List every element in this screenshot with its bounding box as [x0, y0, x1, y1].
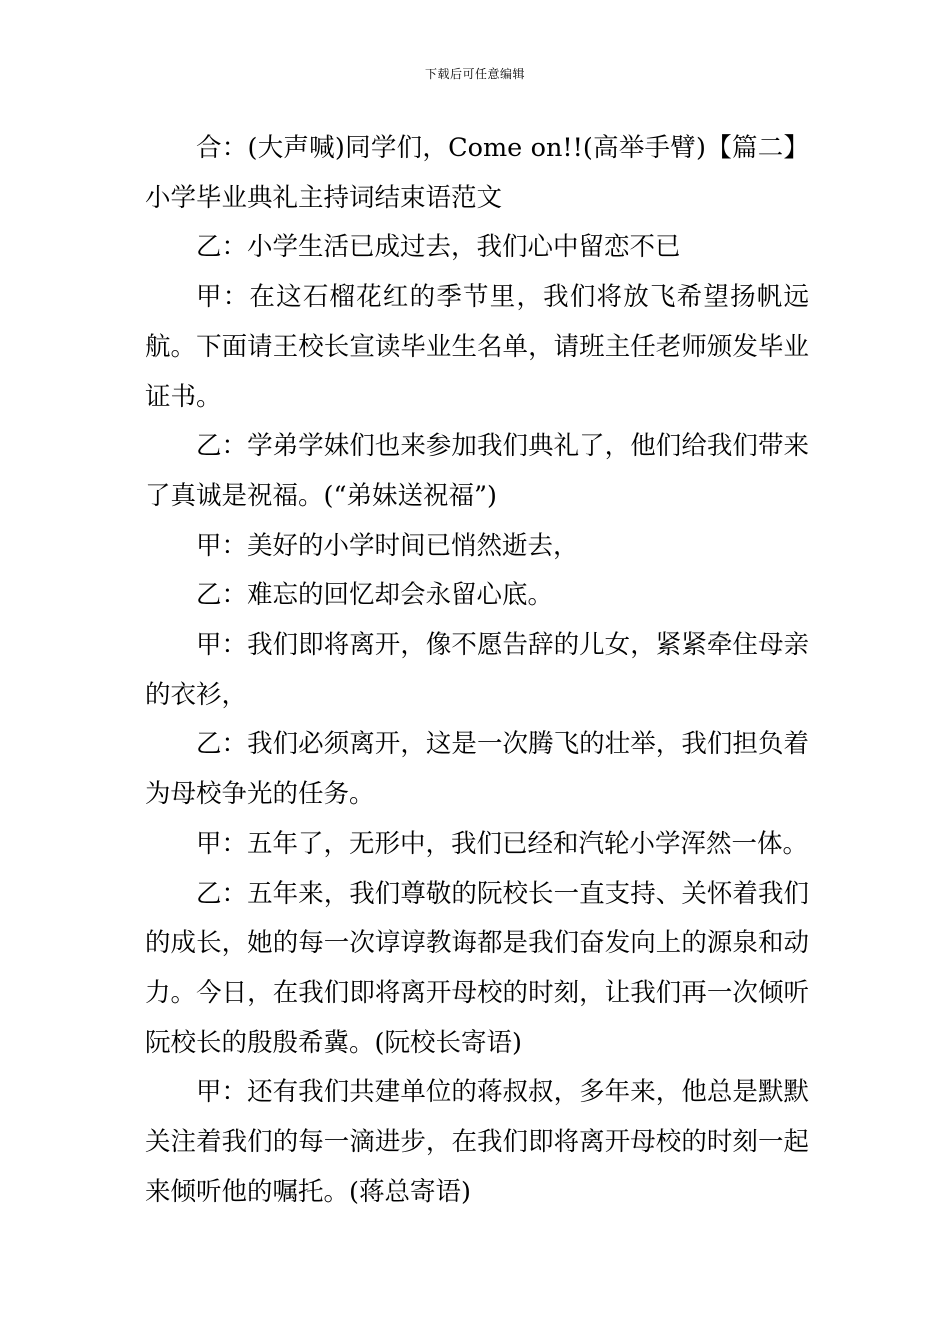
paragraph: 乙：五年来，我们尊敬的阮校长一直支持、关怀着我们的成长，她的每一次谆谆教诲都是我们奋发向上的源泉和动力。今日，在我们即将离开母校的时刻，让我们再一次倾听阮校长的殷殷希冀。(阮校长寄语) — [145, 878, 809, 1058]
paragraph: 乙：难忘的回忆却会永留心底。 — [196, 580, 554, 611]
paragraph: 甲：还有我们共建单位的蒋叔叔，多年来，他总是默默关注着我们的每一滴进步，在我们即将离开母校的时刻一起来倾听他的嘱托。(蒋总寄语) — [145, 1077, 809, 1207]
paragraph: 甲：美好的小学时间已悄然逝去， — [196, 530, 579, 561]
header-note: 下载后可任意编辑 — [424, 67, 525, 81]
paragraph: 乙：学弟学妹们也来参加我们典礼了，他们给我们带来了真诚是祝福。(“弟妹送祝福”) — [145, 431, 809, 511]
paragraph: 乙：我们必须离开，这是一次腾飞的壮举，我们担负着为母校争光的任务。 — [145, 729, 809, 810]
paragraph: 合：(大声喊)同学们，Come on!!(高举手臂)【篇二】小学毕业典礼主持词结束语范文 — [145, 133, 809, 213]
paragraph: 甲：我们即将离开，像不愿告辞的儿女，紧紧牵住母亲的衣衫， — [145, 630, 809, 710]
paragraph: 甲：五年了，无形中，我们已经和汽轮小学浑然一体。 — [196, 828, 809, 859]
paragraph: 乙：小学生活已成过去，我们心中留恋不已 — [196, 232, 681, 263]
document-body — [145, 124, 809, 1217]
paragraph: 甲：在这石榴花红的季节里，我们将放飞希望扬帆远航。下面请王校长宣读毕业生名单，请班主任老师颁发毕业证书。 — [145, 282, 809, 412]
